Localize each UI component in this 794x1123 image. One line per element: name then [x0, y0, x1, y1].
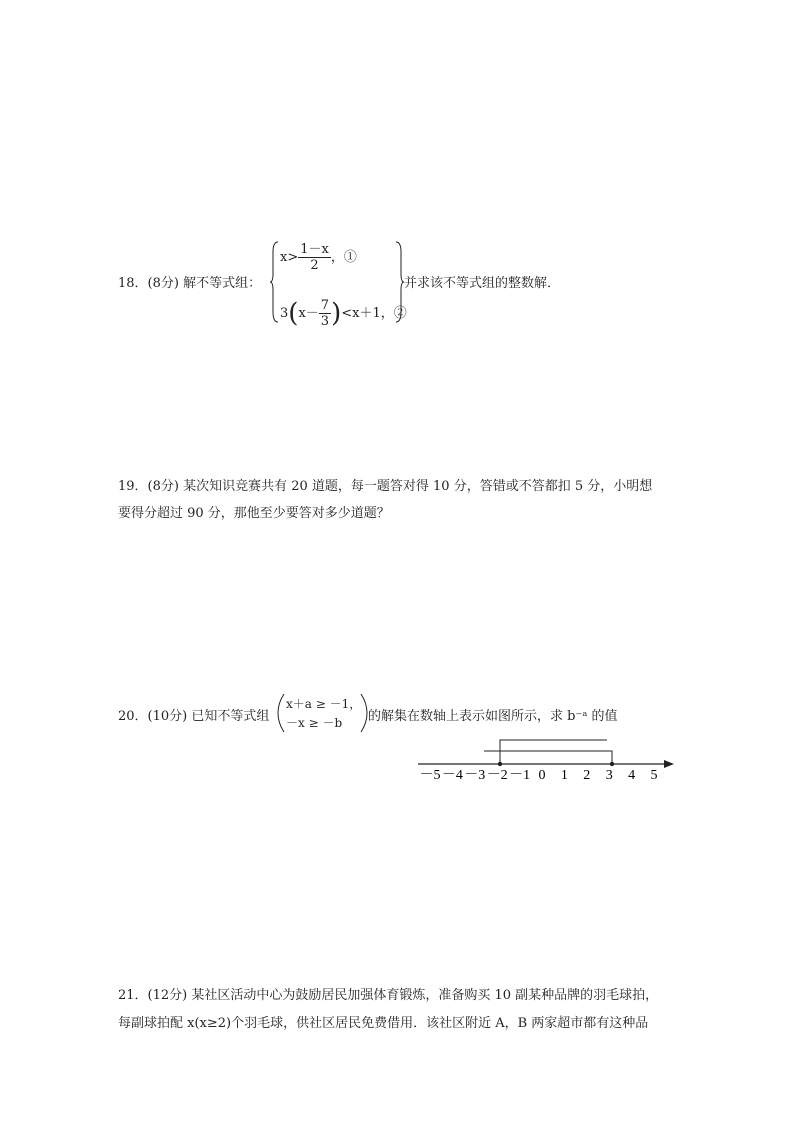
q18-prefix: 18．(8分) 解不等式组： [118, 276, 262, 291]
q18-line2-inner: x－ [298, 306, 319, 321]
tick-label: 4 [628, 768, 636, 783]
solid-point-neg2 [498, 762, 502, 766]
tick-label: 5 [650, 768, 658, 783]
q20-system-line-1: x＋a ≥ －1， [286, 697, 362, 711]
q20-suffix: 的解集在数轴上表示如图所示，求 b⁻ᵃ 的值 [368, 709, 618, 724]
solid-point-3 [610, 762, 614, 766]
solution-bracket-upper [500, 740, 607, 760]
solution-bracket-lower [484, 751, 612, 764]
q21-line-1: 21．(12分) 某社区活动中心为鼓励居民加强体育锻炼，准备购买 10 副某种品牌的羽毛球拍， [118, 988, 659, 1003]
tick-label: 0 [538, 768, 546, 783]
left-brace [270, 240, 280, 324]
q20-left-paren [277, 693, 285, 733]
q18-line2-rhs: <x＋1，② [341, 306, 407, 321]
q18-suffix: 并求该不等式组的整数解． [404, 276, 561, 291]
q18-line1-tag: ，① [330, 250, 357, 265]
arrow-icon [664, 760, 674, 768]
q20-prefix: 20．(10分) 已知不等式组 [118, 709, 270, 724]
tick-label: －3 [464, 768, 486, 783]
q18-inequality-2: 3(x－ $\frac{7}{3}$ )<x＋1，② [280, 298, 407, 329]
tick-label: －1 [509, 768, 531, 783]
right-brace [394, 240, 404, 324]
q21-line-2: 每副球拍配 x(x≥2)个羽毛球，供社区居民免费借用．该社区附近 A，B 两家超市都有这种品 [118, 1016, 649, 1031]
q18-line1-lhs: x> [280, 250, 299, 265]
tick-label: －5 [419, 768, 441, 783]
tick-label: －4 [441, 768, 463, 783]
q18-fraction-2: $\frac{7}{3}$ [320, 298, 330, 329]
tick-label: 3 [605, 768, 613, 783]
tick-label: 1 [560, 768, 568, 783]
tick-label: －2 [486, 768, 508, 783]
q19-line-2: 要得分超过 90 分，那他至少要答对多少道题？ [118, 506, 390, 521]
tick-label: 2 [583, 768, 591, 783]
number-line [410, 732, 680, 784]
q19-line-1: 19．(8分) 某次知识竞赛共有 20 道题，每一题答对得 10 分，答错或不答都扣 5 分，小明想 [118, 479, 653, 494]
q18-fraction-1: $\frac{1-x}{2}$ [300, 242, 329, 273]
q20-right-paren [360, 693, 368, 733]
q18-line2-coef: 3 [280, 306, 289, 321]
q20-system-line-2: －x ≥ －b [286, 716, 343, 730]
q18-inequality-1 [280, 242, 357, 273]
